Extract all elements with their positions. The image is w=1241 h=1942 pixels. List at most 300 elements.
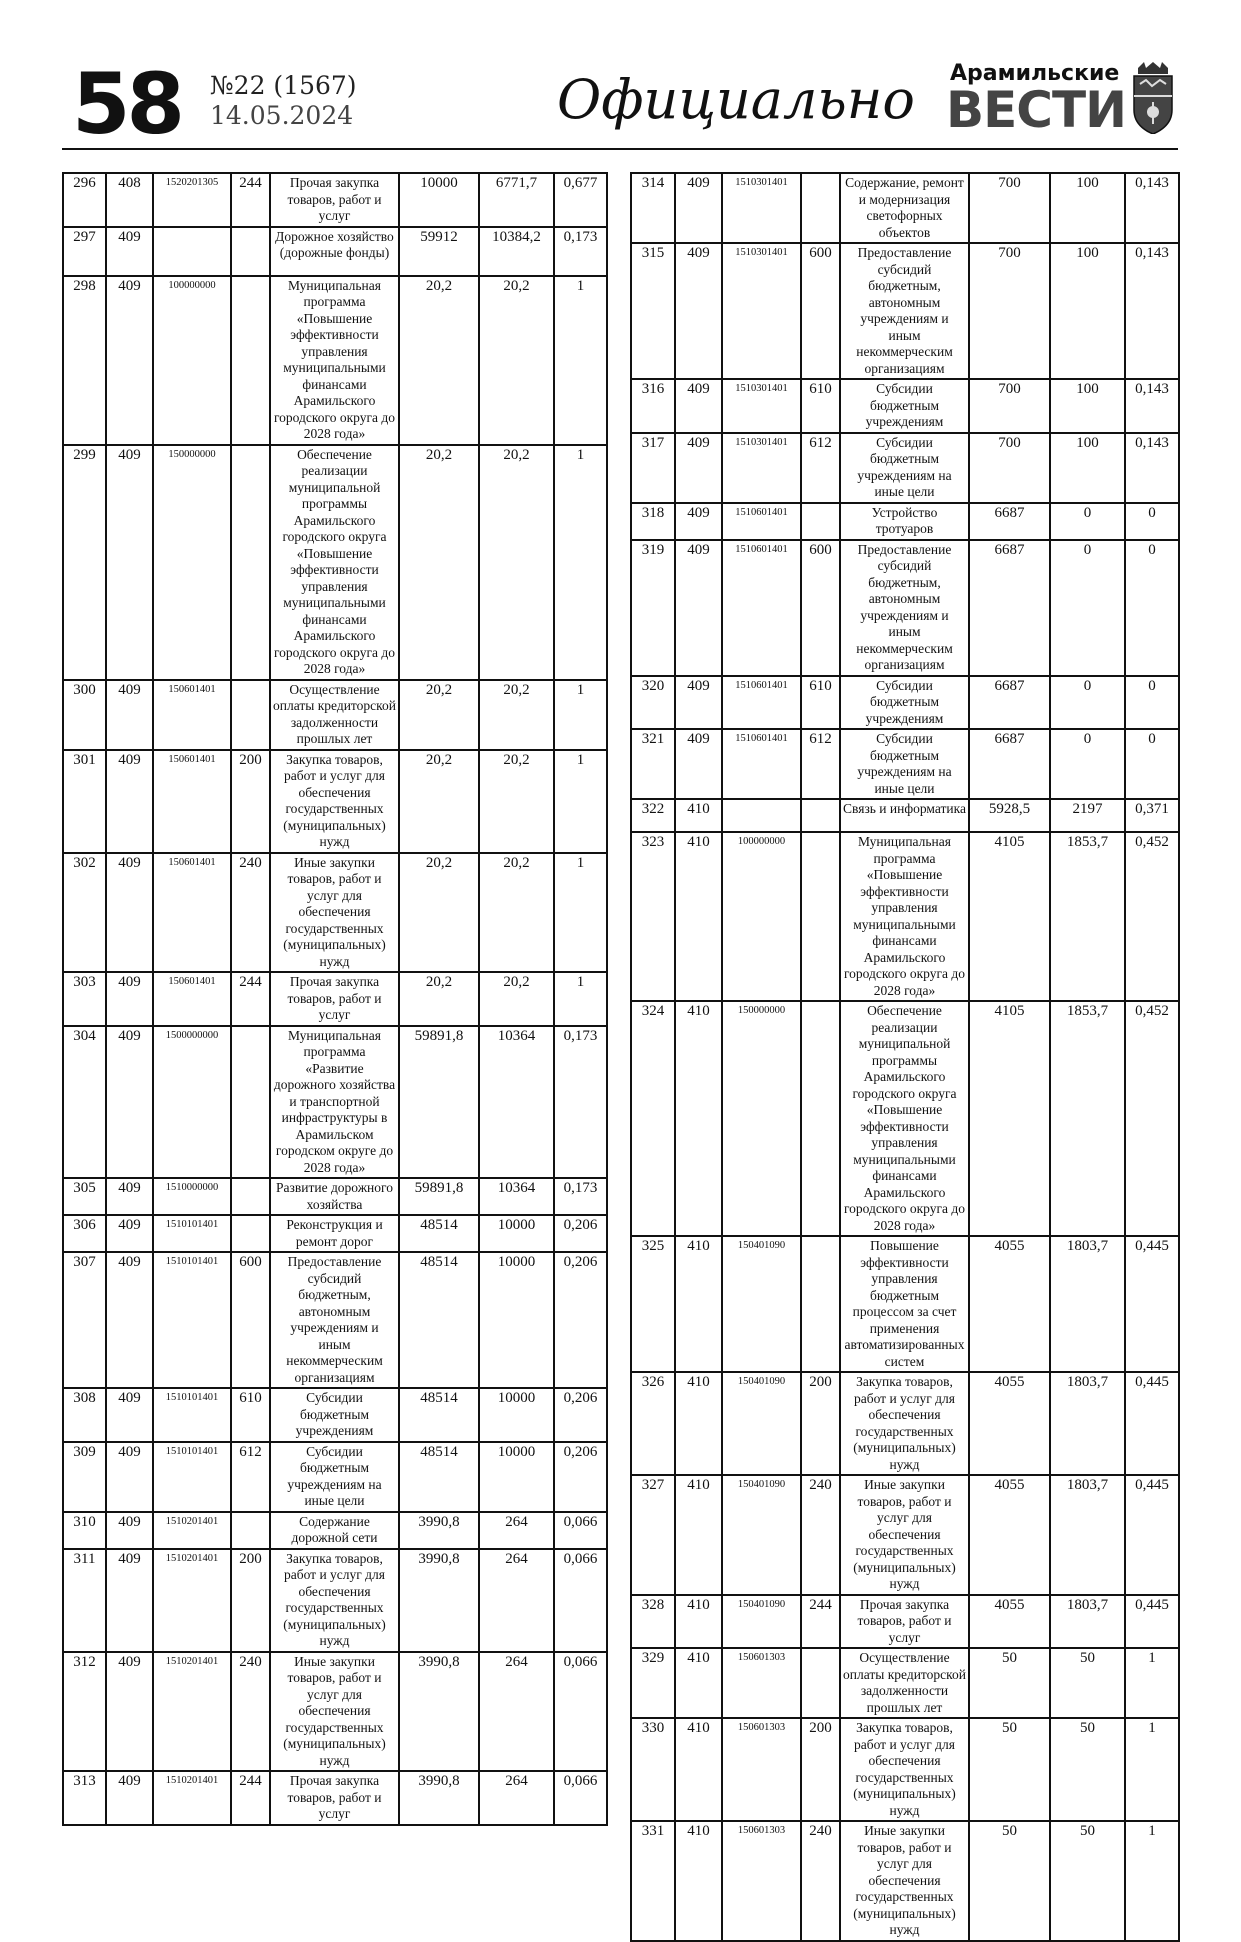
executed-amount: 0: [1050, 729, 1125, 799]
execution-ratio: 0,066: [554, 1549, 607, 1652]
description: Обеспечение реализации муниципальной программы Арамильского городского округа «Повышение эффективности управления муниципальными финансами Арамильского городского округа до 2028 года»: [270, 445, 399, 680]
description: Осуществление оплаты кредиторской задолженности прошлых лет: [270, 680, 399, 750]
planned-amount: 5928,5: [969, 799, 1050, 832]
execution-ratio: 0,445: [1125, 1595, 1179, 1649]
row-number: 298: [63, 276, 106, 445]
section-code: 410: [675, 1821, 722, 1941]
target-code: 100000000: [153, 276, 231, 445]
planned-amount: 4055: [969, 1236, 1050, 1372]
table-row: [63, 1178, 607, 1215]
row-number: 325: [631, 1236, 675, 1372]
issue-date: 14.05.2024: [210, 101, 354, 130]
table-row: [63, 1652, 607, 1772]
executed-amount: 100: [1050, 173, 1125, 243]
expense-type: 200: [801, 1718, 840, 1821]
section-code: 410: [675, 1595, 722, 1649]
planned-amount: 48514: [399, 1215, 479, 1252]
expense-type: [231, 680, 270, 750]
target-code: 1510101401: [153, 1252, 231, 1388]
target-code: 150601303: [722, 1821, 801, 1941]
row-number: 329: [631, 1648, 675, 1718]
section-code: 409: [106, 1388, 153, 1442]
expense-type: 244: [801, 1595, 840, 1649]
row-number: 326: [631, 1372, 675, 1475]
table-row: [63, 276, 607, 445]
newspaper-name-main: ВЕСТИ: [946, 81, 1126, 139]
section-code: 409: [675, 243, 722, 379]
planned-amount: 20,2: [399, 276, 479, 445]
execution-ratio: 0,206: [554, 1252, 607, 1388]
expense-type: 612: [801, 433, 840, 503]
section-code: 410: [675, 1648, 722, 1718]
expense-type: 612: [801, 729, 840, 799]
planned-amount: 700: [969, 173, 1050, 243]
execution-ratio: 0,066: [554, 1652, 607, 1772]
planned-amount: 6687: [969, 503, 1050, 540]
row-number: 320: [631, 676, 675, 730]
expense-type: 612: [231, 1442, 270, 1512]
table-row: [63, 972, 607, 1026]
target-code: 1510301401: [722, 433, 801, 503]
planned-amount: 10000: [399, 173, 479, 227]
planned-amount: 4055: [969, 1475, 1050, 1595]
executed-amount: 1853,7: [1050, 1001, 1125, 1236]
table-row: [631, 433, 1179, 503]
section-code: 409: [106, 1652, 153, 1772]
section-code: 409: [106, 853, 153, 973]
row-number: 321: [631, 729, 675, 799]
section-code: 408: [106, 173, 153, 227]
execution-ratio: 0,206: [554, 1215, 607, 1252]
expense-type: 610: [801, 379, 840, 433]
expense-type: 240: [801, 1475, 840, 1595]
row-number: 327: [631, 1475, 675, 1595]
executed-amount: 1853,7: [1050, 832, 1125, 1001]
target-code: 150000000: [153, 445, 231, 680]
table-row: [63, 680, 607, 750]
executed-amount: 100: [1050, 433, 1125, 503]
executed-amount: 100: [1050, 379, 1125, 433]
table-row: [63, 1549, 607, 1652]
table-row: [631, 1001, 1179, 1236]
row-number: 302: [63, 853, 106, 973]
row-number: 305: [63, 1178, 106, 1215]
executed-amount: 10000: [479, 1442, 554, 1512]
execution-ratio: 0,173: [554, 1178, 607, 1215]
executed-amount: 1803,7: [1050, 1475, 1125, 1595]
description: Закупка товаров, работ и услуг для обеспечения государственных (муниципальных) нужд: [840, 1372, 969, 1475]
target-code: 150601303: [722, 1648, 801, 1718]
table-row: [631, 729, 1179, 799]
row-number: 299: [63, 445, 106, 680]
executed-amount: 50: [1050, 1821, 1125, 1941]
planned-amount: 59891,8: [399, 1026, 479, 1179]
description: Субсидии бюджетным учреждениям на иные цели: [270, 1442, 399, 1512]
section-code: 409: [675, 433, 722, 503]
description: Иные закупки товаров, работ и услуг для обеспечения государственных (муниципальных) нужд: [270, 853, 399, 973]
row-number: 328: [631, 1595, 675, 1649]
target-code: 1510101401: [153, 1442, 231, 1512]
budget-table-left: [62, 172, 608, 1826]
planned-amount: 3990,8: [399, 1512, 479, 1549]
section-code: 409: [675, 379, 722, 433]
target-code: 1520201305: [153, 173, 231, 227]
execution-ratio: 0,143: [1125, 243, 1179, 379]
description: Закупка товаров, работ и услуг для обеспечения государственных (муниципальных) нужд: [270, 750, 399, 853]
expense-type: [801, 1236, 840, 1372]
execution-ratio: 0: [1125, 676, 1179, 730]
planned-amount: 20,2: [399, 972, 479, 1026]
planned-amount: 48514: [399, 1388, 479, 1442]
target-code: 150401090: [722, 1236, 801, 1372]
description: Прочая закупка товаров, работ и услуг: [270, 972, 399, 1026]
planned-amount: 4105: [969, 832, 1050, 1001]
expense-type: 240: [231, 1652, 270, 1772]
target-code: 1500000000: [153, 1026, 231, 1179]
row-number: 304: [63, 1026, 106, 1179]
section-code: 410: [675, 1475, 722, 1595]
table-row: [631, 379, 1179, 433]
planned-amount: 4105: [969, 1001, 1050, 1236]
executed-amount: 2197: [1050, 799, 1125, 832]
planned-amount: 700: [969, 379, 1050, 433]
execution-ratio: 0,445: [1125, 1475, 1179, 1595]
section-code: 409: [106, 680, 153, 750]
section-code: 409: [675, 540, 722, 676]
planned-amount: 700: [969, 433, 1050, 503]
row-number: 317: [631, 433, 675, 503]
executed-amount: 1803,7: [1050, 1372, 1125, 1475]
planned-amount: 3990,8: [399, 1771, 479, 1825]
section-title: Официально: [557, 68, 915, 131]
section-code: 409: [675, 173, 722, 243]
section-code: 409: [106, 972, 153, 1026]
section-code: 410: [675, 1718, 722, 1821]
expense-type: [801, 1648, 840, 1718]
section-code: 409: [106, 1512, 153, 1549]
executed-amount: 20,2: [479, 276, 554, 445]
expense-type: [231, 1512, 270, 1549]
executed-amount: 20,2: [479, 750, 554, 853]
expense-type: [801, 832, 840, 1001]
execution-ratio: 0,371: [1125, 799, 1179, 832]
planned-amount: 48514: [399, 1442, 479, 1512]
executed-amount: 10000: [479, 1388, 554, 1442]
description: Закупка товаров, работ и услуг для обеспечения государственных (муниципальных) нужд: [270, 1549, 399, 1652]
execution-ratio: 0,143: [1125, 379, 1179, 433]
section-code: 409: [106, 1771, 153, 1825]
section-code: 409: [106, 1178, 153, 1215]
execution-ratio: 1: [1125, 1718, 1179, 1821]
target-code: 1510601401: [722, 676, 801, 730]
page-number: 58: [72, 55, 181, 153]
section-code: 410: [675, 1001, 722, 1236]
row-number: 324: [631, 1001, 675, 1236]
description: Осуществление оплаты кредиторской задолженности прошлых лет: [840, 1648, 969, 1718]
executed-amount: 50: [1050, 1718, 1125, 1821]
row-number: 306: [63, 1215, 106, 1252]
table-row: [631, 503, 1179, 540]
row-number: 315: [631, 243, 675, 379]
section-code: 409: [106, 1549, 153, 1652]
target-code: 150601401: [153, 750, 231, 853]
planned-amount: 6687: [969, 540, 1050, 676]
row-number: 309: [63, 1442, 106, 1512]
row-number: 312: [63, 1652, 106, 1772]
row-number: 323: [631, 832, 675, 1001]
description: Развитие дорожного хозяйства: [270, 1178, 399, 1215]
expense-type: 244: [231, 173, 270, 227]
planned-amount: 20,2: [399, 680, 479, 750]
table-row: [63, 1215, 607, 1252]
description: Прочая закупка товаров, работ и услуг: [840, 1595, 969, 1649]
description: Муниципальная программа «Повышение эффективности управления муниципальными финансами Арамильского городского округа до 2028 года»: [840, 832, 969, 1001]
target-code: [722, 799, 801, 832]
description: Предоставление субсидий бюджетным, автономным учреждениям и иным некоммерческим организациям: [270, 1252, 399, 1388]
planned-amount: 6687: [969, 729, 1050, 799]
section-code: 409: [106, 750, 153, 853]
table-row: [631, 1821, 1179, 1941]
description: Субсидии бюджетным учреждениям: [840, 379, 969, 433]
table-row: [63, 173, 607, 227]
table-row: [631, 173, 1179, 243]
description: Закупка товаров, работ и услуг для обеспечения государственных (муниципальных) нужд: [840, 1718, 969, 1821]
target-code: 1510101401: [153, 1388, 231, 1442]
section-code: 409: [675, 503, 722, 540]
description: Прочая закупка товаров, работ и услуг: [270, 173, 399, 227]
table-row: [631, 1718, 1179, 1821]
section-code: 409: [106, 227, 153, 276]
section-code: 410: [675, 1372, 722, 1475]
executed-amount: 20,2: [479, 972, 554, 1026]
description: Иные закупки товаров, работ и услуг для обеспечения государственных (муниципальных) нужд: [840, 1821, 969, 1941]
table-row: [631, 1475, 1179, 1595]
target-code: 150601401: [153, 853, 231, 973]
budget-table-right: [630, 172, 1180, 1942]
execution-ratio: 0,173: [554, 227, 607, 276]
row-number: 330: [631, 1718, 675, 1821]
planned-amount: 59912: [399, 227, 479, 276]
planned-amount: 20,2: [399, 853, 479, 973]
expense-type: [231, 445, 270, 680]
planned-amount: 20,2: [399, 750, 479, 853]
target-code: 150401090: [722, 1475, 801, 1595]
row-number: 307: [63, 1252, 106, 1388]
executed-amount: 10364: [479, 1178, 554, 1215]
expense-type: [231, 1178, 270, 1215]
expense-type: 200: [801, 1372, 840, 1475]
execution-ratio: 0,143: [1125, 433, 1179, 503]
execution-ratio: 0,206: [554, 1388, 607, 1442]
target-code: 1510301401: [722, 173, 801, 243]
table-row: [631, 1236, 1179, 1372]
executed-amount: 50: [1050, 1648, 1125, 1718]
execution-ratio: 1: [554, 276, 607, 445]
table-row: [63, 1026, 607, 1179]
expense-type: 240: [231, 853, 270, 973]
execution-ratio: 0,066: [554, 1771, 607, 1825]
execution-ratio: 1: [554, 750, 607, 853]
executed-amount: 20,2: [479, 680, 554, 750]
planned-amount: 59891,8: [399, 1178, 479, 1215]
executed-amount: 264: [479, 1549, 554, 1652]
executed-amount: 10000: [479, 1215, 554, 1252]
target-code: 1510101401: [153, 1215, 231, 1252]
expense-type: [231, 227, 270, 276]
expense-type: [231, 276, 270, 445]
table-row: [631, 676, 1179, 730]
execution-ratio: 0,677: [554, 173, 607, 227]
planned-amount: 50: [969, 1821, 1050, 1941]
target-code: [153, 227, 231, 276]
expense-type: [801, 173, 840, 243]
expense-type: 244: [231, 972, 270, 1026]
target-code: 1510601401: [722, 503, 801, 540]
target-code: 150401090: [722, 1595, 801, 1649]
description: Дорожное хозяйство (дорожные фонды): [270, 227, 399, 276]
planned-amount: 700: [969, 243, 1050, 379]
target-code: 1510301401: [722, 379, 801, 433]
expense-type: 600: [801, 243, 840, 379]
execution-ratio: 0: [1125, 540, 1179, 676]
target-code: 1510000000: [153, 1178, 231, 1215]
execution-ratio: 1: [554, 680, 607, 750]
target-code: 150601401: [153, 680, 231, 750]
executed-amount: 10000: [479, 1252, 554, 1388]
description: Иные закупки товаров, работ и услуг для обеспечения государственных (муниципальных) нужд: [270, 1652, 399, 1772]
table-row: [63, 1512, 607, 1549]
planned-amount: 50: [969, 1648, 1050, 1718]
row-number: 308: [63, 1388, 106, 1442]
target-code: 150601401: [153, 972, 231, 1026]
execution-ratio: 0,143: [1125, 173, 1179, 243]
table-row: [631, 540, 1179, 676]
target-code: 150601303: [722, 1718, 801, 1821]
table-row: [63, 445, 607, 680]
execution-ratio: 0: [1125, 729, 1179, 799]
description: Обеспечение реализации муниципальной программы Арамильского городского округа «Повышение эффективности управления муниципальными финансами Арамильского городского округа до 2028 года»: [840, 1001, 969, 1236]
expense-type: 244: [231, 1771, 270, 1825]
description: Субсидии бюджетным учреждениям: [270, 1388, 399, 1442]
executed-amount: 20,2: [479, 853, 554, 973]
executed-amount: 100: [1050, 243, 1125, 379]
execution-ratio: 0: [1125, 503, 1179, 540]
table-row: [631, 832, 1179, 1001]
row-number: 331: [631, 1821, 675, 1941]
executed-amount: 0: [1050, 503, 1125, 540]
executed-amount: 20,2: [479, 445, 554, 680]
section-code: 409: [675, 729, 722, 799]
section-code: 410: [675, 1236, 722, 1372]
expense-type: 200: [231, 1549, 270, 1652]
expense-type: [231, 1215, 270, 1252]
expense-type: 600: [801, 540, 840, 676]
row-number: 297: [63, 227, 106, 276]
expense-type: 200: [231, 750, 270, 853]
planned-amount: 6687: [969, 676, 1050, 730]
row-number: 318: [631, 503, 675, 540]
expense-type: [801, 1001, 840, 1236]
table-row: [63, 1442, 607, 1512]
expense-type: 610: [231, 1388, 270, 1442]
section-code: 410: [675, 799, 722, 832]
executed-amount: 10364: [479, 1026, 554, 1179]
executed-amount: 0: [1050, 676, 1125, 730]
table-row: [63, 750, 607, 853]
execution-ratio: 1: [554, 972, 607, 1026]
expense-type: [231, 1026, 270, 1179]
row-number: 296: [63, 173, 106, 227]
table-row: [631, 1595, 1179, 1649]
description: Содержание дорожной сети: [270, 1512, 399, 1549]
expense-type: [801, 503, 840, 540]
description: Иные закупки товаров, работ и услуг для обеспечения государственных (муниципальных) нужд: [840, 1475, 969, 1595]
row-number: 322: [631, 799, 675, 832]
description: Повышение эффективности управления бюджетным процессом за счет применения автоматизированных систем: [840, 1236, 969, 1372]
executed-amount: 264: [479, 1512, 554, 1549]
execution-ratio: 0,066: [554, 1512, 607, 1549]
planned-amount: 48514: [399, 1252, 479, 1388]
issue-number: №22 (1567): [210, 71, 357, 100]
planned-amount: 20,2: [399, 445, 479, 680]
planned-amount: 4055: [969, 1595, 1050, 1649]
execution-ratio: 0,445: [1125, 1236, 1179, 1372]
section-code: 409: [106, 445, 153, 680]
executed-amount: 264: [479, 1771, 554, 1825]
table-row: [631, 1372, 1179, 1475]
execution-ratio: 0,452: [1125, 832, 1179, 1001]
section-code: 409: [106, 276, 153, 445]
executed-amount: 6771,7: [479, 173, 554, 227]
table-row: [631, 1648, 1179, 1718]
target-code: 1510201401: [153, 1771, 231, 1825]
description: Устройство тротуаров: [840, 503, 969, 540]
target-code: 1510301401: [722, 243, 801, 379]
table-row: [63, 1252, 607, 1388]
table-row: [631, 243, 1179, 379]
row-number: 300: [63, 680, 106, 750]
section-code: 409: [106, 1442, 153, 1512]
target-code: 1510201401: [153, 1549, 231, 1652]
planned-amount: 4055: [969, 1372, 1050, 1475]
row-number: 301: [63, 750, 106, 853]
target-code: 1510201401: [153, 1512, 231, 1549]
expense-type: 240: [801, 1821, 840, 1941]
execution-ratio: 0,445: [1125, 1372, 1179, 1475]
planned-amount: 3990,8: [399, 1652, 479, 1772]
expense-type: 600: [231, 1252, 270, 1388]
description: Субсидии бюджетным учреждениям на иные цели: [840, 729, 969, 799]
section-code: 409: [106, 1026, 153, 1179]
description: Реконструкция и ремонт дорог: [270, 1215, 399, 1252]
execution-ratio: 0,173: [554, 1026, 607, 1179]
row-number: 316: [631, 379, 675, 433]
executed-amount: 10384,2: [479, 227, 554, 276]
execution-ratio: 1: [1125, 1821, 1179, 1941]
table-row: [631, 799, 1179, 832]
expense-type: [801, 799, 840, 832]
section-code: 410: [675, 832, 722, 1001]
execution-ratio: 0,452: [1125, 1001, 1179, 1236]
table-row: [63, 1388, 607, 1442]
executed-amount: 1803,7: [1050, 1236, 1125, 1372]
description: Предоставление субсидий бюджетным, автономным учреждениям и иным некоммерческим организациям: [840, 540, 969, 676]
execution-ratio: 1: [554, 445, 607, 680]
description: Муниципальная программа «Повышение эффективности управления муниципальными финансами Арамильского городского округа до 2028 года»: [270, 276, 399, 445]
section-code: 409: [106, 1252, 153, 1388]
row-number: 319: [631, 540, 675, 676]
target-code: 1510201401: [153, 1652, 231, 1772]
